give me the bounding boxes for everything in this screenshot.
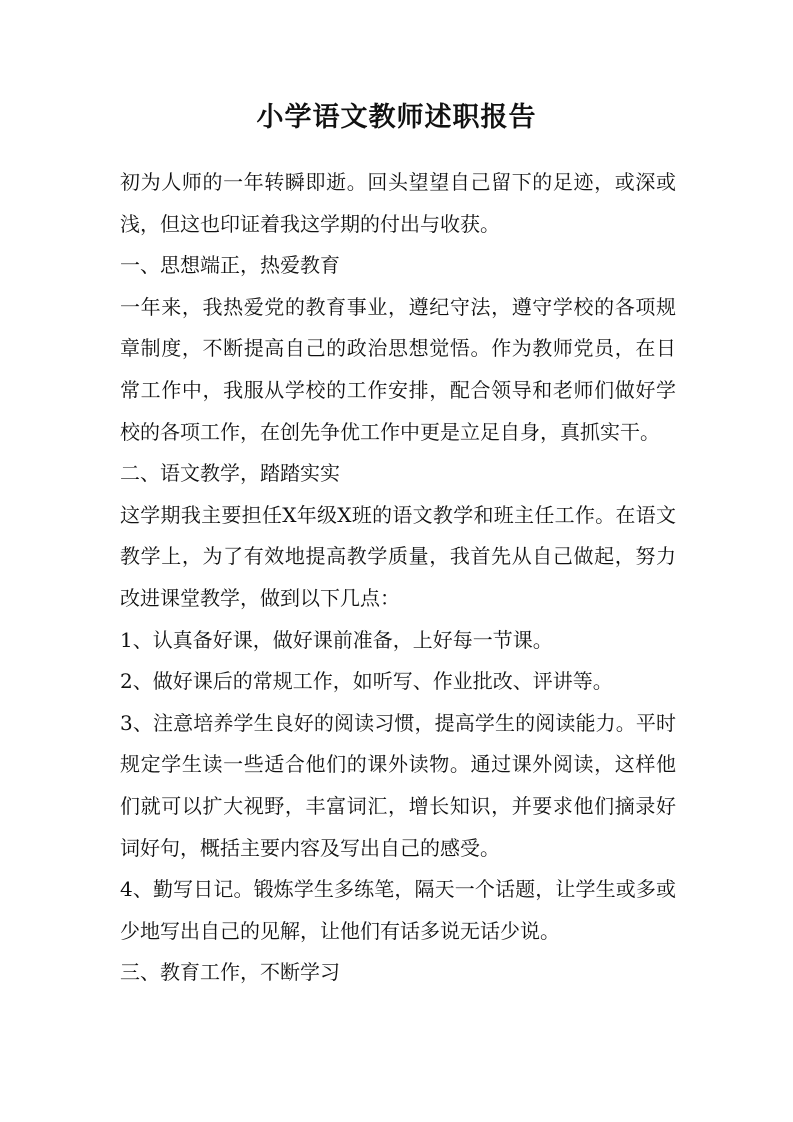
section-heading-1: 一、思想端正，热爱教育 (120, 253, 340, 278)
list-item-2: 2、做好课后的常规工作，如听写、作业批改、评讲等。 (120, 669, 613, 694)
section-heading-2: 二、语文教学，踏踏实实 (120, 461, 340, 486)
list-item-4: 4、勤写日记。锻炼学生多练笔，隔天一个话题，让学生或多或少地写出自己的见解，让他们有话多说无话少说。 (120, 877, 676, 943)
paragraph-intro: 初为人师的一年转瞬即逝。回头望望自己留下的足迹，或深或浅，但这也印证着我这学期的付出与收获。 (120, 170, 676, 236)
paragraph-section-1: 一年来，我热爱党的教育事业，遵纪守法，遵守学校的各项规章制度，不断提高自己的政治思想觉悟。作为教师党员，在日常工作中，我服从学校的工作安排，配合领导和老师们做好学校的各项工作，在创先争优工作中更是立足自身，真抓实干。 (120, 294, 676, 444)
document-title: 小学语文教师述职报告 (256, 102, 537, 133)
list-item-1: 1、认真备好课，做好课前准备，上好每一节课。 (120, 627, 553, 652)
list-item-3: 3、注意培养学生良好的阅读习惯，提高学生的阅读能力。平时规定学生读一些适合他们的课外读物。通过课外阅读，这样他们就可以扩大视野，丰富词汇，增长知识，并要求他们摘录好词好句，概括主要内容及写出自己的感受。 (120, 710, 676, 860)
section-heading-3: 三、教育工作，不断学习 (120, 960, 340, 985)
paragraph-section-2: 这学期我主要担任X年级X班的语文教学和班主任工作。在语文教学上，为了有效地提高教学质量，我首先从自己做起，努力改进课堂教学，做到以下几点： (120, 502, 676, 610)
document-body (120, 162, 676, 994)
